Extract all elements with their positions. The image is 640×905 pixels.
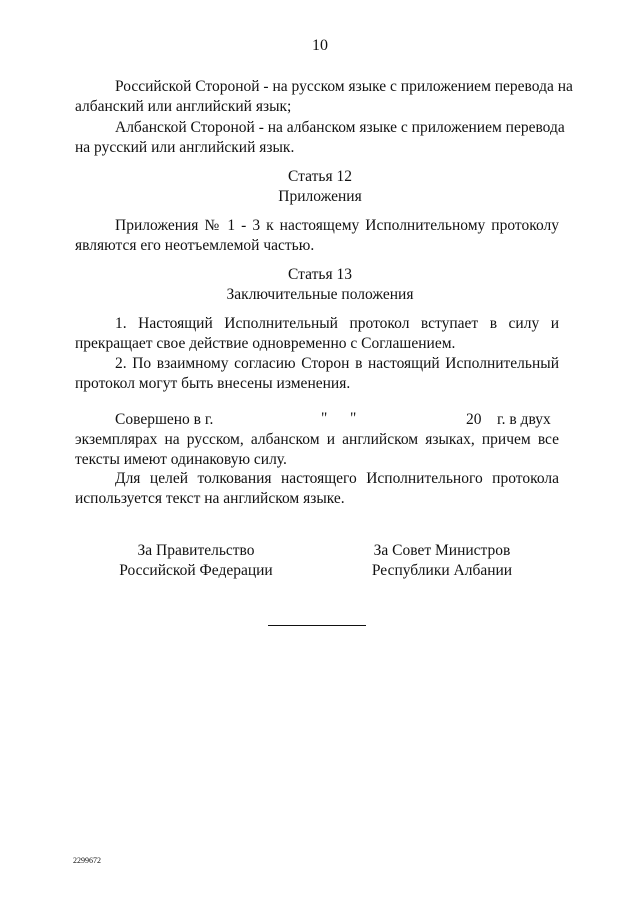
text-line: прекращает свое действие одновременно с Соглашением.	[75, 335, 456, 352]
signature-left-line: За Правительство	[137, 542, 255, 559]
text-line: используется текст на английском языке.	[75, 490, 345, 507]
year-prefix: 20	[466, 411, 482, 428]
text-line: Албанской Стороной - на албанском языке с приложением перевода	[115, 119, 565, 136]
text-line: Приложения № 1 - 3 к настоящему Исполнительному протоколу	[115, 217, 559, 234]
done-at-suffix: г. в двух	[497, 411, 551, 428]
text-line: 1. Настоящий Исполнительный протокол вступает в силу и	[115, 315, 559, 332]
text-line: Для целей толкования настоящего Исполнительного протокола	[115, 470, 559, 487]
closing-rule	[268, 625, 366, 626]
article-12-heading: Статья 12	[288, 168, 352, 185]
document-code: 2299672	[73, 856, 101, 865]
quote-close: "	[350, 410, 357, 427]
text-line: албанский или английский язык;	[75, 98, 292, 115]
text-line: 2. По взаимному согласию Сторон в настоящий Исполнительный	[115, 355, 559, 372]
done-at-prefix: Совершено в г.	[115, 411, 214, 428]
text-line: на русский или английский язык.	[75, 139, 295, 156]
page-number: 10	[312, 37, 328, 54]
article-13-heading: Статья 13	[288, 266, 352, 283]
text-line: тексты имеют одинаковую силу.	[75, 451, 287, 468]
text-line: являются его неотъемлемой частью.	[75, 237, 315, 254]
signature-left-line: Российской Федерации	[119, 562, 273, 579]
text-line: протокол могут быть внесены изменения.	[75, 375, 351, 392]
text-line: экземплярах на русском, албанском и английском языках, причем все	[75, 431, 559, 448]
text-line: Российской Стороной - на русском языке с приложением перевода на	[115, 78, 573, 95]
signature-right-line: За Совет Министров	[373, 542, 511, 559]
article-12-title: Приложения	[278, 188, 362, 205]
article-13-title: Заключительные положения	[226, 286, 414, 303]
quote-open: "	[321, 410, 328, 427]
signature-right-line: Республики Албании	[371, 562, 513, 579]
